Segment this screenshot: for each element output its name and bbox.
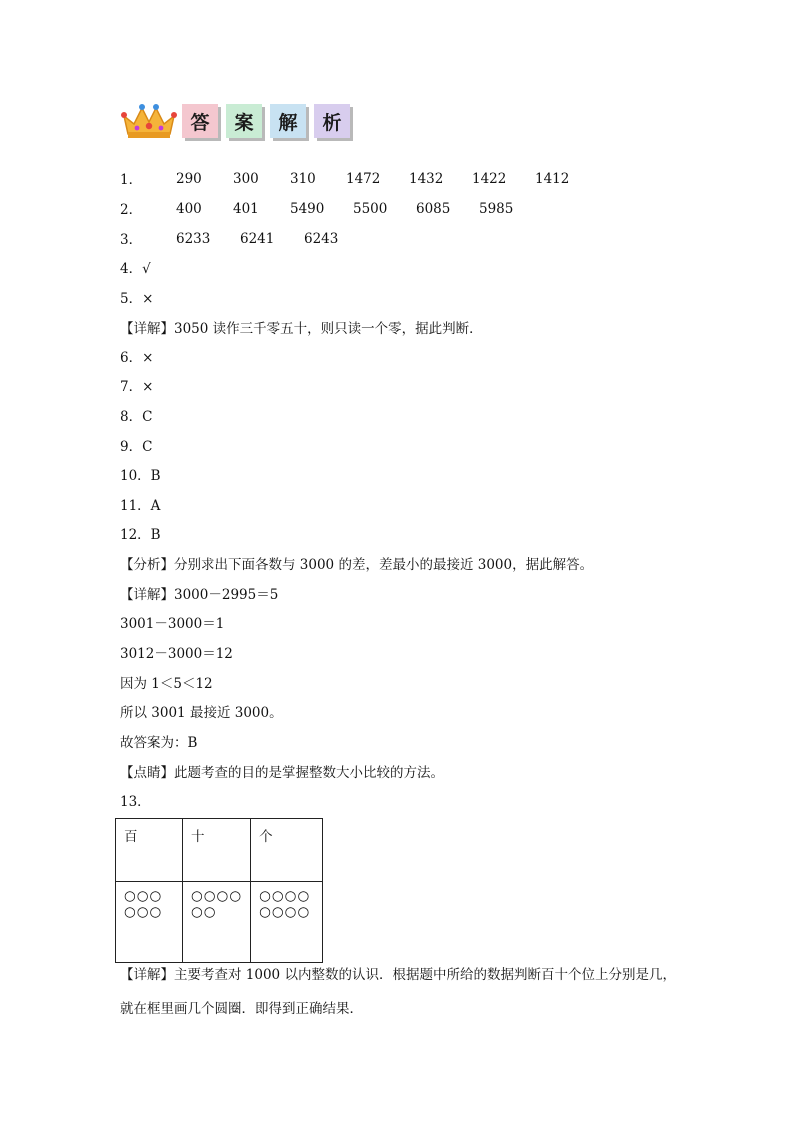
answer-analysis-banner <box>120 100 380 142</box>
q1-value: 300 <box>233 171 259 187</box>
q9-answer: 9．C <box>120 439 153 455</box>
q2-value: 5985 <box>479 201 514 217</box>
q5-answer: 5．× <box>120 291 154 307</box>
q12-comment: 【点睛】此题考查的目的是掌握整数大小比较的方法。 <box>120 765 444 781</box>
q3-value: 6241 <box>240 231 275 247</box>
q2-label: 2． <box>120 202 143 218</box>
q8-answer: 8．C <box>120 409 153 425</box>
q1-value: 1432 <box>409 171 444 187</box>
q13-detail-line: 就在框里画几个圆圈．即得到正确结果． <box>120 1001 363 1017</box>
q12-detail-line: 3001－3000＝1 <box>120 616 225 632</box>
hundreds-circles <box>116 882 183 963</box>
crown-icon <box>120 100 178 140</box>
place-value-table <box>115 818 323 963</box>
q13-detail-line: 【详解】主要考查对 1000 以内整数的认识．根据题中所给的数据判断百十个位上分别是几， <box>120 967 676 983</box>
ones-circles <box>251 882 323 963</box>
circle-row: ○○○○ <box>191 888 243 904</box>
q4-answer: 4．√ <box>120 261 151 277</box>
q1-value: 290 <box>176 171 202 187</box>
q1-value: 1412 <box>535 171 570 187</box>
q5-detail: 【详解】3050 读作三千零五十，则只读一个零，据此判断． <box>120 321 483 337</box>
circle-row: ○○○○ <box>259 888 311 904</box>
q12-detail-line: 【详解】3000－2995＝5 <box>120 587 279 603</box>
circle-row: ○○○○ <box>259 904 311 920</box>
q2-value: 401 <box>233 201 259 217</box>
banner-char-2: 案 <box>226 104 262 138</box>
q2-value: 5490 <box>290 201 325 217</box>
q2-value: 6085 <box>416 201 451 217</box>
q11-answer: 11．A <box>120 498 161 514</box>
q3-value: 6233 <box>176 231 211 247</box>
circle-row: ○○○ <box>124 904 163 920</box>
q13-label: 13． <box>120 794 151 810</box>
tens-circles <box>183 882 251 963</box>
q1-value: 1472 <box>346 171 381 187</box>
q12-detail-line: 3012－3000＝12 <box>120 646 233 662</box>
q2-value: 400 <box>176 201 202 217</box>
q12-detail-line: 所以 3001 最接近 3000。 <box>120 705 283 721</box>
q12-analysis: 【分析】分别求出下面各数与 3000 的差，差最小的最接近 3000，据此解答。 <box>120 557 594 573</box>
ones-header: 个 <box>251 819 323 882</box>
banner-char-3: 解 <box>270 104 306 138</box>
q12-answer: 12．B <box>120 527 161 543</box>
banner-char-4: 析 <box>314 104 350 138</box>
q7-answer: 7．× <box>120 379 154 395</box>
circle-row: ○○○ <box>124 888 163 904</box>
q12-detail-line: 因为 1＜5＜12 <box>120 676 213 692</box>
q12-detail-line: 故答案为：B <box>120 735 198 751</box>
q1-value: 1422 <box>472 171 507 187</box>
q6-answer: 6．× <box>120 350 154 366</box>
hundreds-header: 百 <box>116 819 183 882</box>
q3-value: 6243 <box>304 231 339 247</box>
q1-value: 310 <box>290 171 316 187</box>
q3-label: 3． <box>120 232 143 248</box>
tens-header: 十 <box>183 819 251 882</box>
circle-row: ○○ <box>191 904 217 920</box>
q2-value: 5500 <box>353 201 388 217</box>
q1-label: 1． <box>120 172 143 188</box>
q10-answer: 10．B <box>120 468 161 484</box>
banner-char-1: 答 <box>182 104 218 138</box>
